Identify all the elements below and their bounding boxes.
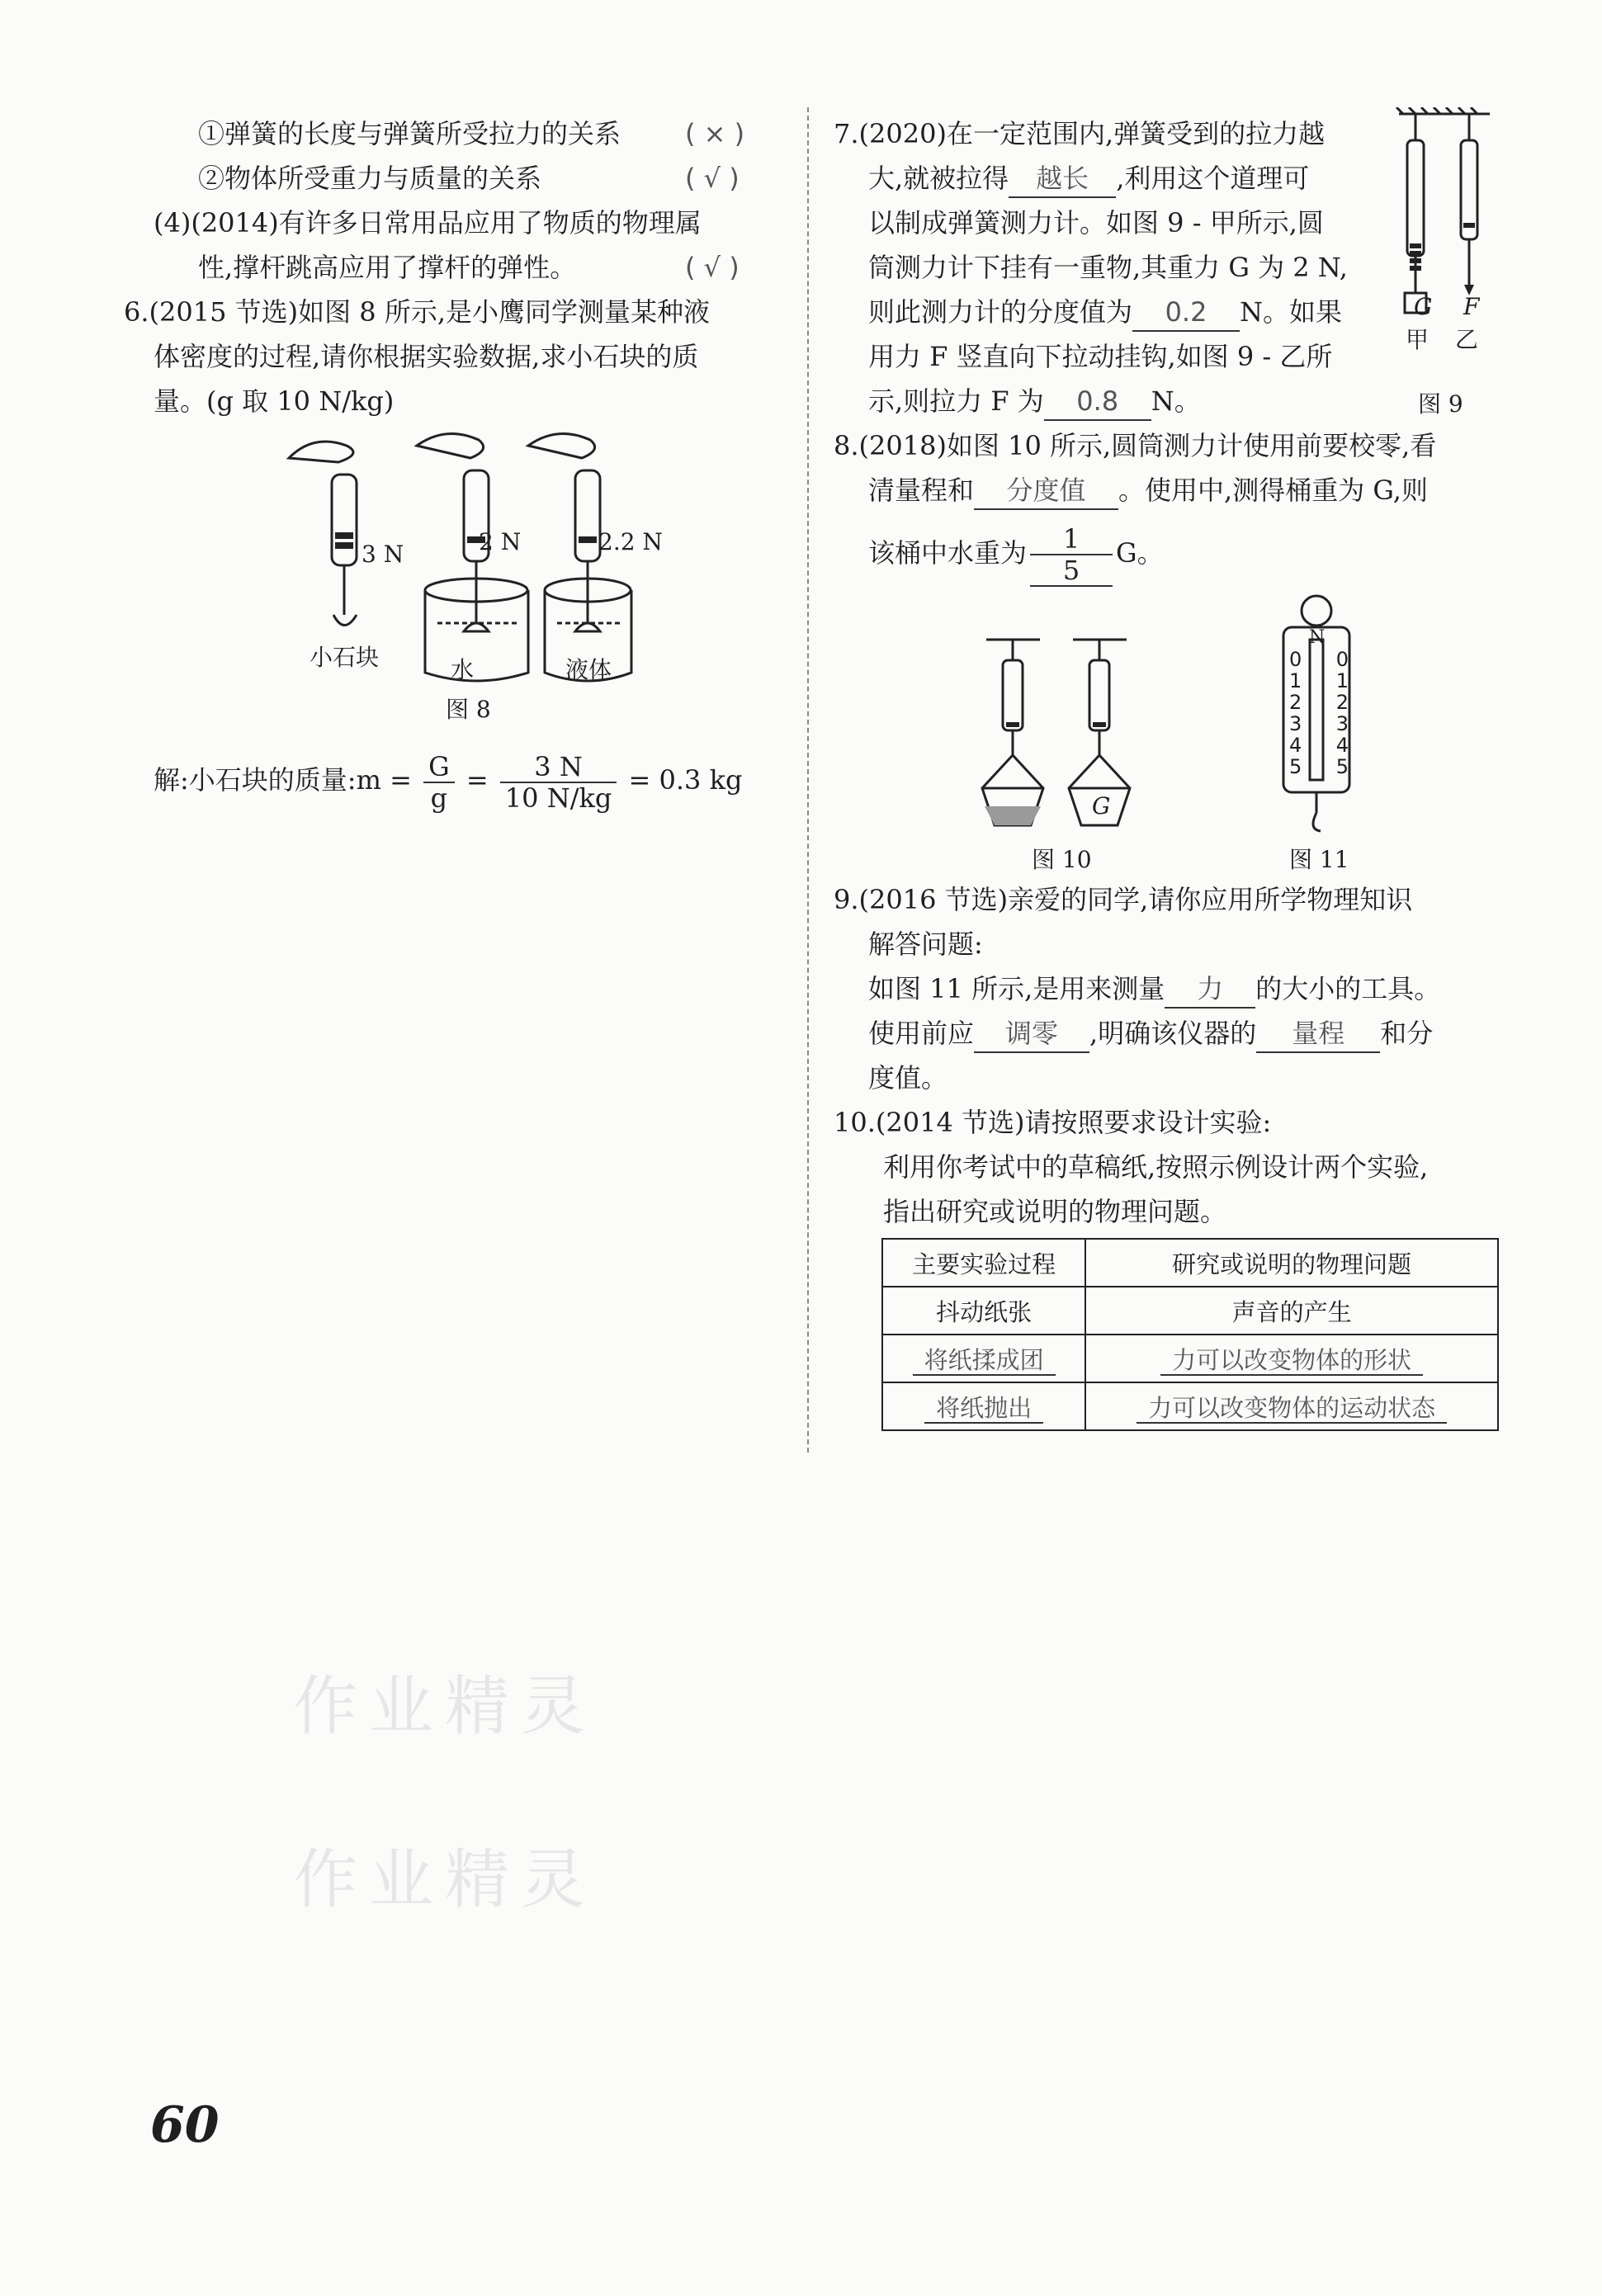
q9-line1: 9.(2016 节选)亲爱的同学,请你应用所学物理知识 bbox=[834, 884, 1413, 915]
table-cell: 声音的产生 bbox=[1085, 1287, 1498, 1335]
q8-answer-1: 分度值 bbox=[974, 472, 1118, 510]
q8-line1: 8.(2018)如图 10 所示,圆筒测力计使用前要校零,看 bbox=[834, 430, 1437, 461]
q9-answer-1: 力 bbox=[1165, 971, 1255, 1009]
fig11-scale-tick: 4 bbox=[1335, 734, 1349, 757]
watermark-2: 作业精灵 bbox=[293, 1843, 598, 1917]
q9-line3: 如图 11 所示,是用来测量 力 的大小的工具。 bbox=[868, 971, 1440, 1009]
fig8-reading-1: 3 N bbox=[362, 541, 404, 568]
table-header-row bbox=[882, 1239, 1498, 1287]
figure-10 bbox=[974, 631, 1139, 838]
q6-solution bbox=[154, 747, 742, 813]
table-cell: 力可以改变物体的形状 bbox=[1085, 1335, 1498, 1382]
fig9-label-jia: 甲 bbox=[1406, 326, 1430, 353]
solution-eq: = bbox=[465, 764, 489, 796]
solution-frac-2: $\frac{3 N}{10 N/kg}$ bbox=[500, 752, 617, 813]
solution-prefix: 解:小石块的质量:m = bbox=[154, 764, 412, 796]
q8-line3: 该桶中水重为 $\frac{1}{5}$ G。 bbox=[868, 522, 1164, 586]
q7-answer-2: 0.2 bbox=[1132, 294, 1240, 332]
fig11-scale-tick: 0 bbox=[1289, 648, 1302, 671]
q6-line1: 6.(2015 节选)如图 8 所示,是小鹰同学测量某种液 bbox=[124, 296, 710, 328]
q9-answer-2: 调零 bbox=[974, 1015, 1089, 1053]
table-header-cell: 主要实验过程 bbox=[882, 1239, 1085, 1287]
fig9-label-yi: 乙 bbox=[1455, 326, 1479, 353]
judge-3-line2: 性,撑杆跳高应用了撑杆的弹性。 bbox=[198, 252, 577, 283]
experiment-table bbox=[881, 1238, 1499, 1431]
fig11-scale-tick: 5 bbox=[1335, 755, 1349, 778]
q9-line5: 度值。 bbox=[868, 1062, 948, 1094]
q7-line3: 以制成弹簧测力计。如图 9 - 甲所示,圆 bbox=[868, 207, 1324, 239]
q6-line2: 体密度的过程,请你根据实验数据,求小石块的质 bbox=[154, 341, 699, 372]
q7-answer-3: 0.8 bbox=[1044, 383, 1151, 421]
q7-line2: 大,就被拉得 越长 ,利用这个道理可 bbox=[868, 160, 1309, 198]
fig8-caption: 图 8 bbox=[446, 696, 491, 723]
judge-3-line1: (4)(2014)有许多日常用品应用了物质的物理属 bbox=[154, 207, 702, 239]
fig8-water-label: 水 bbox=[451, 656, 475, 683]
table-cell: 将纸揉成团 bbox=[882, 1335, 1085, 1382]
solution-result: = 0.3 kg bbox=[628, 764, 743, 796]
watermark-1: 作业精灵 bbox=[293, 1670, 598, 1744]
q9-line4: 使用前应 调零 ,明确该仪器的 量程 和分 bbox=[868, 1015, 1433, 1053]
fig10-caption: 图 10 bbox=[1032, 846, 1092, 873]
fig11-scale-tick: 5 bbox=[1289, 755, 1302, 778]
fig11-scale-tick: 1 bbox=[1289, 669, 1302, 692]
table-row bbox=[882, 1287, 1498, 1335]
q7-line6: 用力 F 竖直向下拉动挂钩,如图 9 - 乙所 bbox=[868, 341, 1333, 372]
fig8-reading-3: 2.2 N bbox=[598, 528, 663, 555]
q8-line2: 清量程和 分度值 。使用中,测得桶重为 G,则 bbox=[868, 472, 1428, 510]
judge-1-mark: ( × ) bbox=[685, 118, 745, 149]
q8-answer-fraction: $\frac{1}{5}$ bbox=[1030, 524, 1113, 587]
fig11-scale-tick: 2 bbox=[1335, 691, 1349, 714]
fig11-scale-tick: 0 bbox=[1335, 648, 1349, 671]
fig11-scale-tick: 4 bbox=[1289, 734, 1302, 757]
q10-line1: 10.(2014 节选)请按照要求设计实验: bbox=[834, 1107, 1272, 1138]
fig9-label-F: F bbox=[1463, 293, 1480, 320]
figure-8 bbox=[281, 425, 710, 730]
fig11-scale-tick: 3 bbox=[1289, 712, 1302, 735]
q9-line2: 解答问题: bbox=[868, 928, 983, 960]
fig11-scale-tick: 3 bbox=[1335, 712, 1349, 735]
column-divider bbox=[807, 107, 809, 1453]
fig8-liquid-label: 液体 bbox=[565, 656, 612, 683]
q7-line4: 筒测力计下挂有一重物,其重力 G 为 2 N, bbox=[868, 252, 1348, 283]
fig11-scale-tick: 1 bbox=[1335, 669, 1349, 692]
fig10-label-G: G bbox=[1092, 792, 1111, 820]
table-row bbox=[882, 1335, 1498, 1382]
fig8-reading-2: 2 N bbox=[479, 528, 522, 555]
fig9-caption: 图 9 bbox=[1418, 390, 1463, 418]
table-cell: 将纸抛出 bbox=[882, 1382, 1085, 1430]
fig8-stone-label: 小石块 bbox=[310, 644, 380, 671]
judge-2-mark: ( √ ) bbox=[685, 163, 740, 194]
judge-1-text: ①弹簧的长度与弹簧所受拉力的关系 bbox=[198, 118, 621, 149]
q7-answer-1: 越长 bbox=[1009, 160, 1116, 198]
q6-line3: 量。(g 取 10 N/kg) bbox=[154, 385, 395, 417]
fig11-scale-tick: 2 bbox=[1289, 691, 1302, 714]
table-header-cell: 研究或说明的物理问题 bbox=[1085, 1239, 1498, 1287]
fig11-caption: 图 11 bbox=[1289, 846, 1349, 873]
q9-answer-3: 量程 bbox=[1256, 1015, 1380, 1053]
table-cell: 抖动纸张 bbox=[882, 1287, 1085, 1335]
judge-2-text: ②物体所受重力与质量的关系 bbox=[198, 163, 542, 194]
solution-frac-1: $\frac{G}{g}$ bbox=[423, 752, 455, 813]
fig9-label-G: G bbox=[1414, 293, 1433, 320]
page-number: 60 bbox=[150, 2096, 220, 2154]
judge-3-mark: ( √ ) bbox=[685, 252, 740, 283]
q7-line7: 示,则拉力 F 为 0.8 N。 bbox=[868, 383, 1201, 421]
table-cell: 力可以改变物体的运动状态 bbox=[1085, 1382, 1498, 1430]
q7-line5: 则此测力计的分度值为 0.2 N。如果 bbox=[868, 294, 1342, 332]
fig11-label-N: N bbox=[1309, 627, 1326, 648]
table-row bbox=[882, 1382, 1498, 1430]
q7-line1: 7.(2020)在一定范围内,弹簧受到的拉力越 bbox=[834, 118, 1326, 149]
q10-line3: 指出研究或说明的物理问题。 bbox=[883, 1196, 1227, 1227]
q10-line2: 利用你考试中的草稿纸,按照示例设计两个实验, bbox=[883, 1151, 1429, 1183]
